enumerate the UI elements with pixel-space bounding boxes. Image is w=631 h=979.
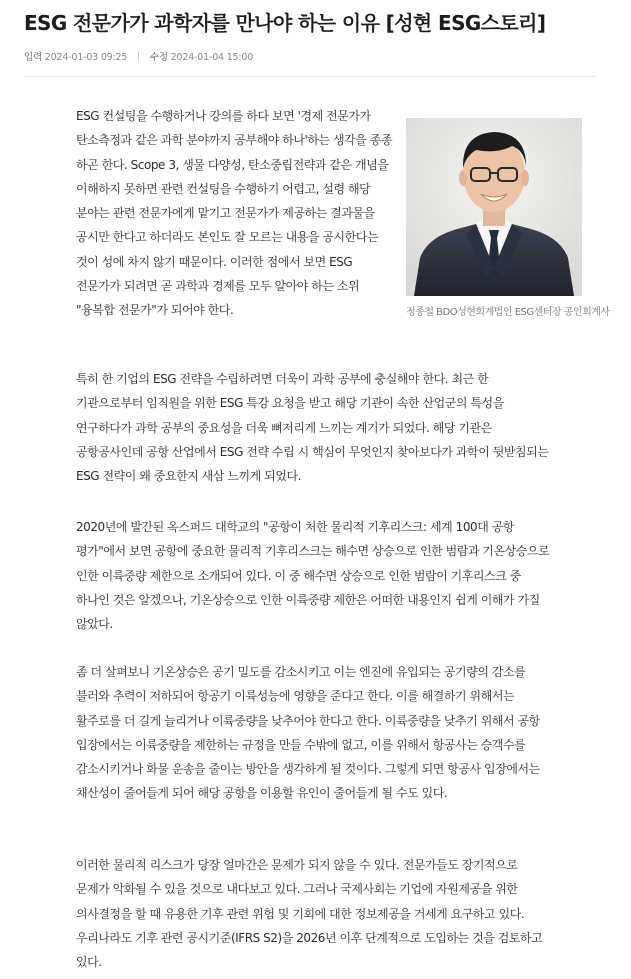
input-time: 2024-01-03 09:25 xyxy=(44,52,128,63)
article-meta xyxy=(24,49,253,63)
input-label: 입력 xyxy=(24,52,42,63)
body-paragraph-1: ESG 컨설팅을 수행하거나 강의를 하다 보면 '경제 전문가가 탄소측정과 같은 과학 분야까지 공부해야 하나'하는 생각을 종종 하곤 한다. Scope 3, 생물 다양성, 탄소중립전략과 같은 개념을 이해하지 못하면 관련 컨설팅을 수행하기 어렵고, 설령 해당 분야는 관련 전문가에게 맡기고 전문가가 제공하는 결과물을 공시만 한다고 하더라도 본인도 잘 모르는 내용을 공시한다는 것이 성에 차지 않기 때문이다. 이러한 점에서 보면 ESG 전문가가 되려면 곧 과학과 경제를 모두 알아야 하는 소위 "융복합 전문가"가 되어야 한다. xyxy=(76,109,393,318)
body-paragraph-3: 2020년에 발간된 옥스퍼드 대학교의 "공항이 처한 물리적 기후리스크: 세계 100대 공항 평가"에서 보면 공항에 중요한 물리적 기후리스크는 해수면 상승으로 인한 범람과 기온상승으로 인한 이륙중량 제한으로 소개되어 있다. 이 중 해수면 상승으로 인한 범람이 기후리스크 중 하나인 것은 알겠으나, 기온상승으로 인한 이륙중량 제한은 어떠한 내용인지 쉽게 이해가 가질 않았다. xyxy=(76,520,550,632)
header-divider xyxy=(24,76,596,77)
photo-caption: 정종철 BDO성현회계법인 ESG센터장 공인회계사 xyxy=(406,307,610,318)
edit-label: 수정 xyxy=(149,52,168,63)
body-paragraph-4: 좀 더 살펴보니 기온상승은 공기 밀도를 감소시키고 이는 엔진에 유입되는 공기량의 감소를 불러와 추력이 저하되어 항공기 이륙성능에 영향을 준다고 한다. 이를 해결하기 위해서는 활주로를 더 길게 늘리거나 이륙중량을 낮추어야 한다고 한다. 이륙중량을 낮추기 위해서 공항 입장에서는 이륙중량을 제한하는 규정을 만들 수밖에 없고, 이를 위해서 항공사는 승객수를 감소시키거나 화물 운송을 줄이는 방안을 생각하게 될 것이다. 그렇게 되면 항공사 입장에서는 채산성이 줄어들게 되어 해당 공항을 이용할 유인이 줄어들게 될 수도 있다. xyxy=(76,665,540,801)
edit-time: 2024-01-04 15:00 xyxy=(170,52,254,63)
article-headline: ESG 전문가가 과학자를 만나야 하는 이유 [성현 ESG스토리] xyxy=(24,11,546,35)
author-photo xyxy=(406,118,582,296)
portrait-image xyxy=(406,118,582,296)
body-paragraph-5: 이러한 물리적 리스크가 당장 얼마간은 문제가 되지 않을 수 있다. 전문가들도 장기적으로 문제가 악화될 수 있을 것으로 내다보고 있다. 그러나 국제사회는 기업에 자원제공을 위한 의사결정을 할 때 유용한 기후 관련 위험 및 기회에 대한 정보제공을 거세게 요구하고 있다. 우리나라도 기후 관련 공시기준(IFRS S2)을 2026년 이후 단계적으로 도입하는 것을 검토하고 있다. xyxy=(76,858,543,970)
meta-divider xyxy=(138,52,139,61)
body-paragraph-2: 특히 한 기업의 ESG 전략을 수립하려면 더욱이 과학 공부에 충실해야 한다. 최근 한 기관으로부터 임직원을 위한 ESG 특강 요청을 받고 해당 기관이 속한 산업군의 특성을 연구하다가 과학 공부의 중요성을 더욱 뼈저리게 느끼는 계기가 되었다. 해당 기관은 공항공사인데 공항 산업에서 ESG 전략 수립 시 핵심이 무엇인지 찾아보다가 과학이 뒷받침되는 ESG 전략이 왜 중요한지 새삼 느끼게 되었다. xyxy=(76,372,549,484)
